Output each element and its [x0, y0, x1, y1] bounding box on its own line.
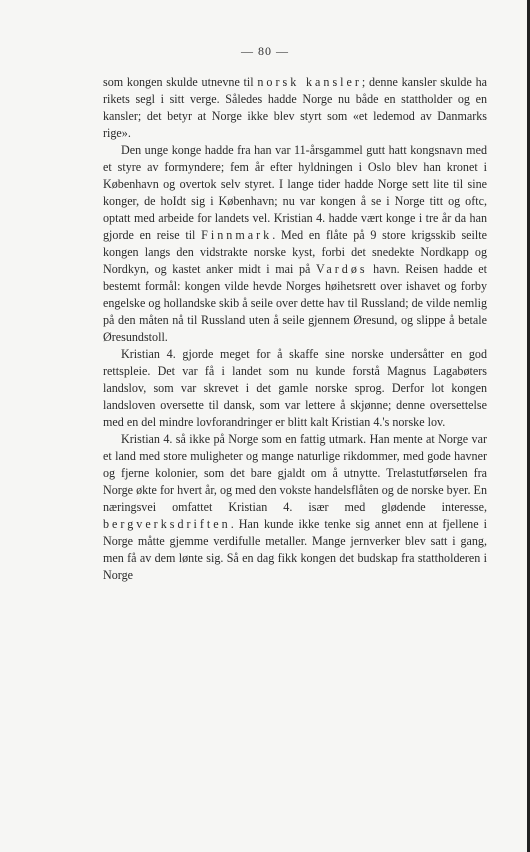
page-number: — 80 — [241, 44, 289, 58]
paragraph-text: . Med en flåte på 9 store krigsskib seilte kongen langs den vidstrakte norske kyst, forbi det snedekte Nordkapp og Nordkyn, og kastet anker midt i mai på [103, 228, 487, 276]
paragraph-text: Den unge konge hadde fra han var 11-årsgammel gutt hatt kongsnavn med et styre av formyndere; fem år efter hyldningen i Oslo blev han kronet i København og overtok selv styret. I lange tider hadde Norge sett lite til sine konger, de hoIdt sig i København; nu var kongen å se i Norge titt og oftc, optatt med arbeide for landets vel. Kristian 4. hadde vært konge i tre år da han gjorde en reise til [103, 143, 487, 242]
paragraph-text: Kristian 4. gjorde meget for å skaffe sine norske undersåtter en god rettspleie. Det var få i landet som nu kunde forstå Magnus Lagabøters landslov, som var skrevet i det gamle norske sprog. Derfor lot kongen landsloven oversette til dansk, som var lettere å skjønne; denne oversettelse med en del mindre lovforandringer er blitt kalt Kristian 4.'s norske lov. [103, 347, 487, 429]
paragraph [103, 142, 487, 346]
paragraph-text: . Han kunde ikke tenke sig annet enn at fjellene i Norge måtte gjemme verdifulle metaller. Mange jernverker blev satt i gang, men få av dem lønte sig. Så en dag fikk kongen det budskap fra stattholderen i Norge [103, 517, 487, 582]
emphasized-spaced-text: Finnmark [201, 228, 273, 242]
emphasized-spaced-text: norsk kansler [257, 75, 362, 89]
paragraph-text: havn. Reisen hadde et bestemt formål: kongen vilde hevde Norges høihetsrett over ishavet og forby engelske og hollandske skib å seile over dette hav til Russland; de vilde nemlig på den måten nå til Russland uten å seile gjennem Øresund, og slippe å betale Øresundstoll. [103, 262, 487, 344]
paragraph-text: ; denne kansler skulde ha rikets segl i sitt verge. Således hadde Norge nu både en stattholder og en kansler; det betyr at Norge ikke blev styrt som «et ledemod av Danmarks rige». [103, 75, 487, 140]
paragraph [103, 346, 487, 431]
paragraph [103, 74, 487, 142]
paragraph-text: som kongen skulde utnevne til [103, 75, 258, 89]
paragraph [103, 431, 487, 584]
emphasized-spaced-text: bergverksdriften [103, 517, 231, 531]
paragraph-text: Kristian 4. så ikke på Norge som en fattig utmark. Han mente at Norge var et land med store muligheter og mange naturlige rikdommer, med gode havner og fjerne kolonier, som det bare gjaldt om å utnytte. Trelastutførselen fra Norge økte for hvert år, og med den vokste handelsflåten og de norske byer. En næringsvei omfattet Kristian 4. især med glødende interesse, [103, 432, 487, 514]
body-text [103, 74, 487, 584]
emphasized-spaced-text: Vardøs [315, 262, 368, 276]
